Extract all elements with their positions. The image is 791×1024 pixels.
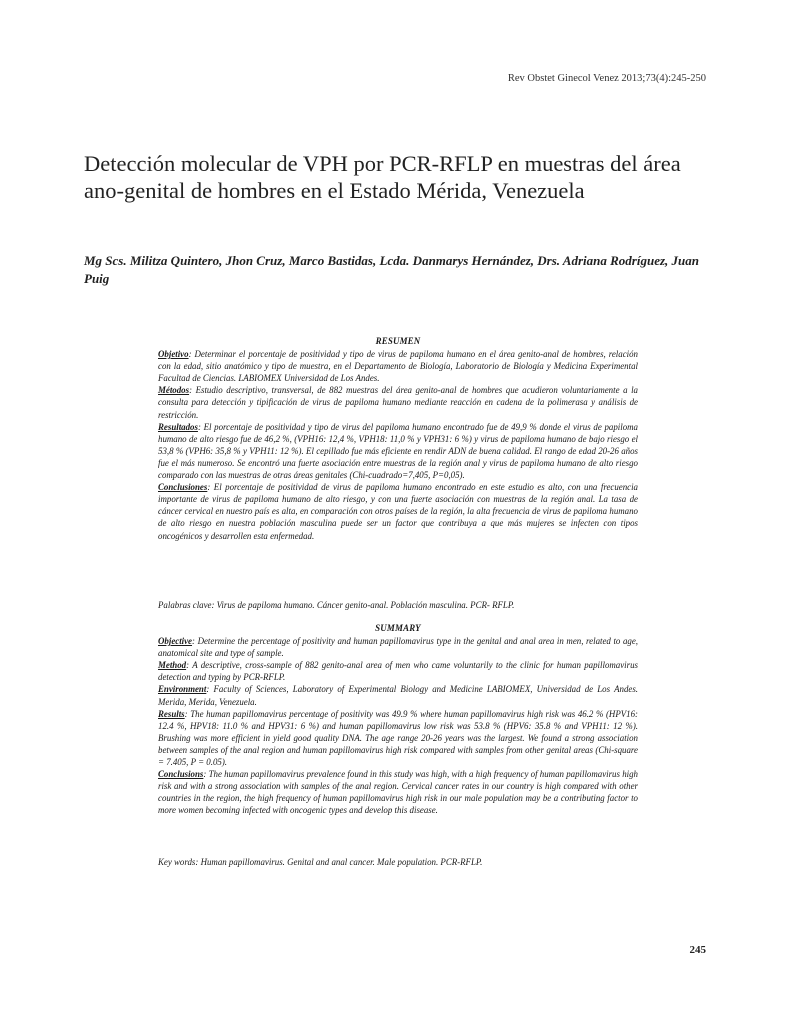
summary-objective (158, 635, 638, 659)
objetivo-text: : Determinar el porcentaje de positividad y tipo de virus de papiloma humano en el área genito-anal de hombres, relación con la edad, sitio anatómico y tipo de muestra, en el Departamento de Biología, Laboratorio de Biología y Medicina Experimental Facultad de Ciencias. LABIOMEX Universidad de Los Andes. (158, 349, 638, 384)
key-words: Key words: Human papillomavirus. Genital and anal cancer. Male population. PCR-RFLP. (158, 857, 483, 867)
summary-section (158, 622, 638, 817)
resultados-label: Resultados (158, 421, 198, 432)
results-text: : The human papillomavirus percentage of positivity was 49.9 % where human papillomavirus high risk was 46.2 % (HPV16: 12.4 %, HPV18: 11.0 % and HPV31: 6 %) and human papillomavirus low risk was 53.8 % (HPV6: 35.8 % and VPH11: 12 %). Brushing was more efficient in yield good quality DNA. The age range 20-26 years was the largest. We found a strong association between samples of the anal region and human papillomavirus high risk compared with samples from other genital areas (Chi-square = 7.405, P = 0.05). (158, 708, 638, 768)
metodos-text: : Estudio descriptivo, transversal, de 882 muestras del área genito-anal de hombres que acudieron voluntariamente a la consulta para detección y tipificación de virus de papiloma humano mediante reacción en cadena de la polimerasa y análisis de restricción. (158, 385, 638, 420)
conclusions-label: Conclusions (158, 769, 204, 780)
summary-results (158, 708, 638, 768)
resumen-resultados (158, 421, 638, 481)
objetivo-label: Objetivo (158, 349, 189, 360)
results-label: Results (158, 708, 185, 719)
summary-heading: SUMMARY (375, 623, 421, 633)
journal-reference: Rev Obstet Ginecol Venez 2013;73(4):245-250 (507, 73, 706, 84)
objective-label: Objective (158, 636, 193, 647)
summary-conclusions (158, 768, 638, 816)
summary-method (158, 659, 638, 683)
summary-environment (158, 683, 638, 707)
resumen-conclusiones (158, 481, 638, 541)
objective-text: : Determine the percentage of positivity and human papillomavirus type in the genital and anal area in men, related to age, anatomical site and type of sample. (158, 636, 638, 659)
resumen-section (158, 335, 638, 542)
conclusiones-text: : El porcentaje de positividad de virus de papiloma humano encontrado en este estudio es alto, con una frecuencia importante de virus de papiloma humano de alto riesgo, y con una fuerte asociación con muestras de la región anal. La tasa de cáncer cervical en nuestro país es alta, en comparación con otros países de la región, la alta frecuencia de virus de papiloma humano de alto riesgo en nuestra población masculina puede ser un factor que contribuya a que más mujeres se infecten con tipos oncogénicos y desarrollen esta enfermedad. (158, 482, 638, 541)
resumen-metodos (158, 384, 638, 420)
article-title: Detección molecular de VPH por PCR-RFLP en muestras del área ano-genital de hombres en el Estado Mérida, Venezuela (84, 151, 681, 203)
palabras-clave: Palabras clave: Virus de papiloma humano. Cáncer genito-anal. Población masculina. PCR- RFLP. (158, 600, 515, 610)
environment-label: Environment (158, 684, 207, 695)
resultados-text: : El porcentaje de positividad y tipo de virus del papiloma humano encontrado fue de 49,9 % donde el virus de papiloma humano de alto riesgo fue de 46,2 %, (VPH16: 12,4 %, VPH18: 11,0 % y VPH31: 6 %) y virus de papiloma humano de bajo riesgo el 53,8 % (VPH6: 35,8 % y VPH11: 12 %). El cepillado fue más eficiente en rendir ADN de buena calidad. El rango de edad 20-26 años fue el más numeroso. Se encontró una fuerte asociación entre muestras de la región anal y virus de papiloma humano de alto riesgo comparado con las muestras de otras áreas genitales (Chi-cuadrado=7,405, P=0,05). (158, 421, 638, 481)
method-label: Method (158, 660, 187, 671)
method-text: : A descriptive, cross-sample of 882 genito-anal area of men who came voluntarily to the clinic for human papillomavirus detection and typing by PCR-RFLP. (158, 660, 638, 683)
conclusiones-label: Conclusiones (158, 482, 208, 493)
environment-text: : Faculty of Sciences, Laboratory of Experimental Biology and Medicine LABIOMEX, Universidad de Los Andes. Merida, Merida, Venezuela. (158, 684, 638, 707)
author-list: Mg Scs. Militza Quintero, Jhon Cruz, Marco Bastidas, Lcda. Danmarys Hernández, Drs. Adriana Rodríguez, Juan Puig (84, 253, 699, 286)
page-number: 245 (689, 944, 706, 956)
resumen-objetivo (158, 348, 638, 384)
resumen-heading: RESUMEN (375, 336, 421, 346)
metodos-label: Métodos (158, 385, 190, 396)
conclusions-text: : The human papillomavirus prevalence found in this study was high, with a high frequency of human papillomavirus high risk and with a strong association with samples of the anal region. Cervical cancer rates in our country is high compared with other countries in the region, the high frequency of human papillomavirus high risk in our male population may be a contributing factor to more women becoming infected with oncogenic types and develop this disease. (158, 769, 638, 816)
